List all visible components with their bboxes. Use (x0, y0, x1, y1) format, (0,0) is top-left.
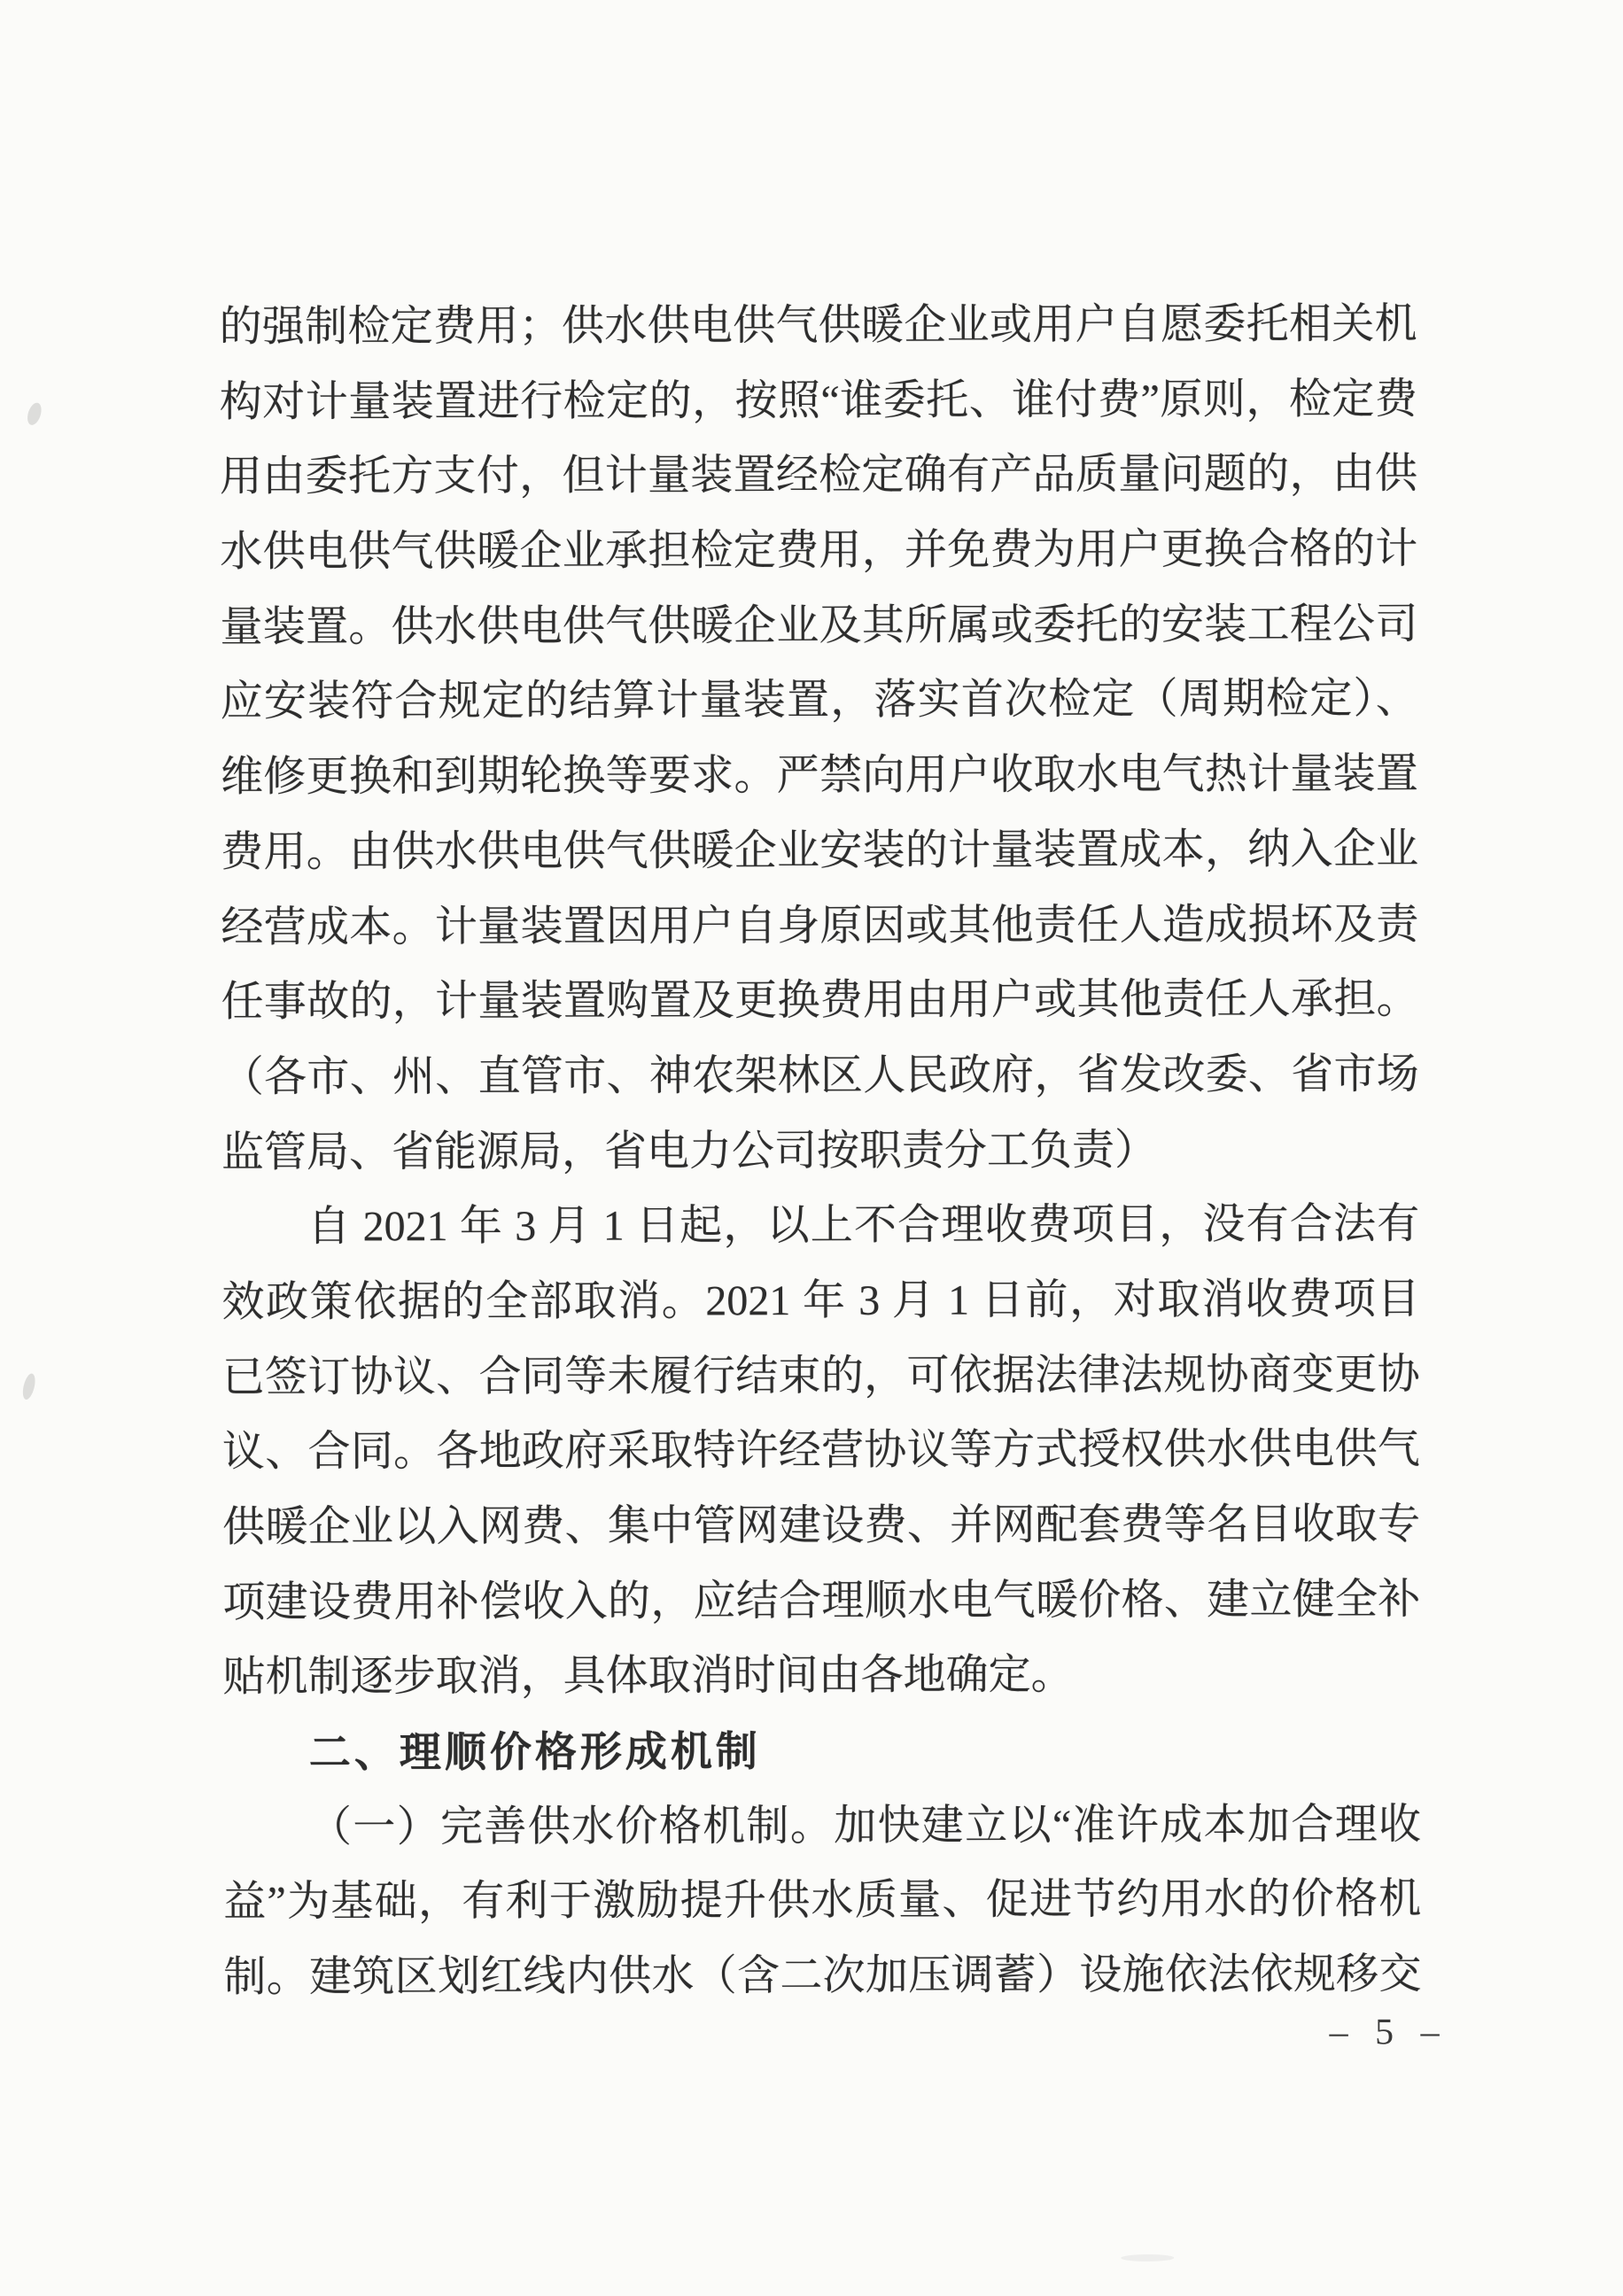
section-heading: 二、理顺价格形成机制 (308, 1727, 761, 1776)
scan-artifact (1121, 2254, 1174, 2261)
document-line: 量装置。供水供电供气供暖企业及其所属或委托的安装工程公司 (220, 600, 1418, 651)
document-line: 水供电供气供暖企业承担检定费用，并免费为用户更换合格的计 (220, 525, 1418, 576)
document-line: 益”为基础，有利于激励提升供水质量、促进节约用水的价格机 (223, 1875, 1422, 1927)
scan-artifact (20, 1372, 37, 1400)
document-line: 供暖企业以入网费、集中管网建设费、并网配套费等名目收取专 (222, 1501, 1421, 1551)
document-line: 费用。由供水供电供气供暖企业安装的计量装置成本，纳入企业 (221, 826, 1419, 876)
document-line: 议、合同。各地政府采取特许经营协议等方式授权供水供电供气 (221, 1425, 1420, 1477)
document-line: 监管局、省能源局，省电力公司按职责分工负责） (221, 1126, 1158, 1176)
document-line: 贴机制逐步取消，具体取消时间由各地确定。 (222, 1651, 1074, 1702)
document-line: 用由委托方支付，但计量装置经检定确有产品质量问题的，由供 (219, 450, 1418, 501)
document-line: 制。建筑区划红线内供水（含二次加压调蓄）设施依法依规移交 (223, 1951, 1422, 2001)
document-line: 经营成本。计量装置因用户自身原因或其他责任人造成损坏及责 (221, 900, 1419, 951)
clause-heading-line: （一）完善供水价格机制。加快建立以“准许成本加合理收 (308, 1800, 1422, 1851)
document-line: （各市、州、直管市、神农架林区人民政府，省发改委、省市场 (221, 1051, 1419, 1101)
document-line: 已签订协议、合同等未履行结束的，可依据法律法规协商变更协 (221, 1350, 1420, 1401)
document-line: 任事故的，计量装置购置及更换费用由用户或其他责任人承担。 (221, 975, 1419, 1026)
document-line: 自 2021 年 3 月 1 日起，以上不合理收费项目，没有合法有 (307, 1200, 1420, 1251)
document-line: 应安装符合规定的结算计量装置，落实首次检定（周期检定）、 (220, 675, 1418, 726)
document-line: 的强制检定费用；供水供电供气供暖企业或用户自愿委托相关机 (219, 300, 1417, 351)
page-number: – 5 – (1329, 2012, 1448, 2053)
document-line: 构对计量装置进行检定的，按照“谁委托、谁付费”原则，检定费 (219, 375, 1417, 426)
document-line: 项建设费用补偿收入的，应结合理顺水电气暖价格、建立健全补 (222, 1575, 1421, 1626)
text-block (219, 287, 1421, 2015)
document-line: 维修更换和到期轮换等要求。严禁向用户收取水电气热计量装置 (220, 750, 1418, 801)
scan-artifact (25, 401, 43, 427)
document-line: 效政策依据的全部取消。2021 年 3 月 1 日前，对取消收费项目 (221, 1276, 1420, 1326)
